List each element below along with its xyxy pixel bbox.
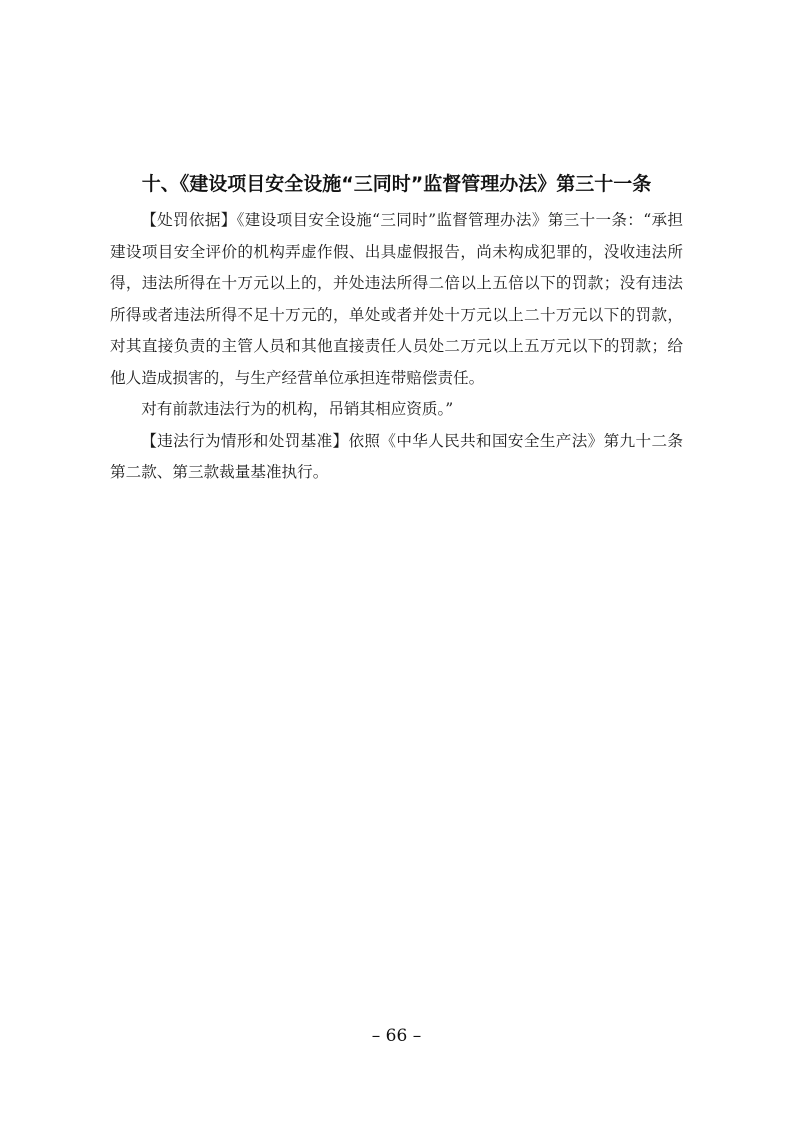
penalty-basis-paragraph bbox=[110, 205, 683, 394]
penalty-standard-label: 【违法行为情形和处罚基准】 bbox=[141, 431, 349, 450]
penalty-standard-paragraph bbox=[110, 426, 683, 489]
revocation-paragraph bbox=[110, 394, 683, 426]
penalty-basis-label: 【处罚依据】 bbox=[141, 211, 237, 229]
penalty-basis-text: 《建设项目安全设施“三同时”监督管理办法》第三十一条：“承担建设项目安全评价的机构弄虚作假、出具虚假报告，尚未构成犯罪的，没收违法所得，违法所得在十万元以上的，并处违法所得二倍以上五倍以下的罚款；没有违法所得或者违法所得不足十万元的，单处或者并处十万元以上二十万元以下的罚款，对其直接负责的主管人员和其他直接责任人员处二万元以上五万元以下的罚款；给他人造成损害的，与生产经营单位承担连带赔偿责任。 bbox=[110, 211, 683, 387]
page-number: – 66 – bbox=[371, 1026, 422, 1046]
section-heading: 十、《建设项目安全设施“三同时”监督管理办法》第三十一条 bbox=[141, 173, 652, 195]
body-text bbox=[110, 205, 683, 489]
penalty-standard-text: 依照《中华人民共和国安全生产法》第九十二条第二款、第三款裁量基准执行。 bbox=[110, 431, 683, 481]
revocation-text: 对有前款违法行为的机构，吊销其相应资质。” bbox=[141, 400, 454, 418]
